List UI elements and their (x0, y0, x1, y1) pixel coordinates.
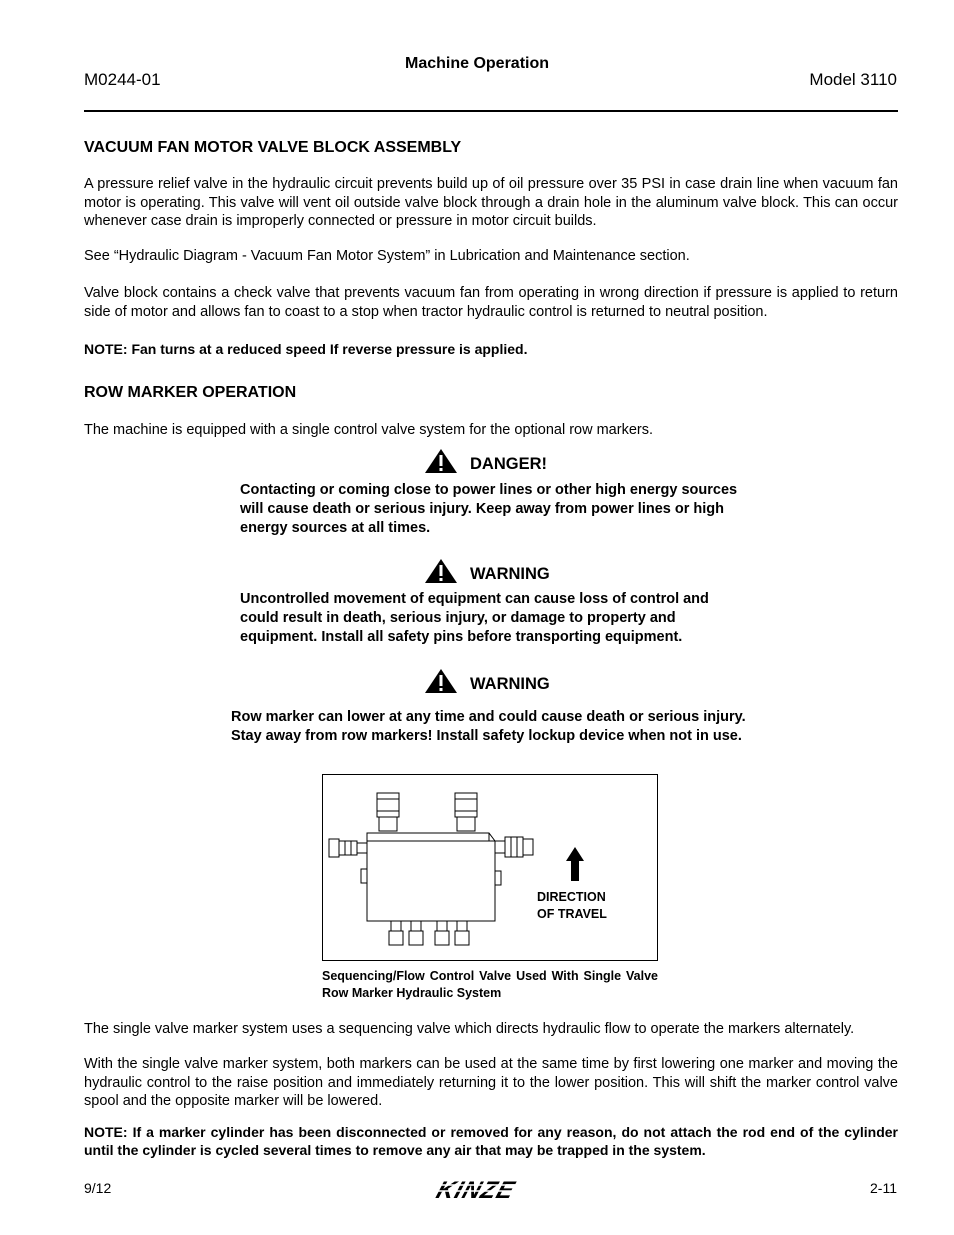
section-title: Machine Operation (404, 55, 550, 72)
vacuum-paragraph-3: Valve block contains a check valve that prevents vacuum fan from operating in wrong direction if pressure is applied to return side of motor and allows fan to coast to a stop when tractor hydraulic control is returned to neutral position. (84, 285, 898, 320)
document-number: M0244-01 (84, 70, 161, 89)
warning-header-1 (424, 558, 550, 584)
direction-label-line-2: OF TRAVEL (537, 907, 607, 921)
vacuum-paragraph-2: See “Hydraulic Diagram - Vacuum Fan Motor System” in Lubrication and Maintenance section. (84, 248, 690, 264)
svg-text:KINZE: KINZE (432, 1177, 519, 1204)
danger-message: Contacting or coming close to power lines or other high energy sources will cause death or serious injury. Keep away from power lines or high energy sources at all times. (240, 482, 738, 536)
vacuum-heading: VACUUM FAN MOTOR VALVE BLOCK ASSEMBLY (84, 139, 462, 156)
closing-paragraph-2: With the single valve marker system, both markers can be used at the same time by first lowering one marker and moving the hydraulic control to the raise position and immediately returning it to the lower position. This will shift the marker control valve spool and the opposite marker will be lowered. (84, 1056, 898, 1109)
warning-signal-word-2: WARNING (470, 674, 550, 693)
vacuum-note: NOTE: Fan turns at a reduced speed If reverse pressure is applied. (84, 341, 528, 357)
warning-message-2: Row marker can lower at any time and could cause death or serious injury. Stay away from row markers! Install safety lockup device when not in use. (231, 709, 746, 744)
closing-note: NOTE: If a marker cylinder has been disconnected or removed for any reason, do not attach the rod end of the cylinder until the cylinder is cycled several times to remove any air that may be trapped in the system. (84, 1124, 898, 1158)
valve-figure (322, 774, 658, 961)
danger-header (424, 448, 547, 474)
direction-label-line-1: DIRECTION (537, 890, 606, 904)
row-marker-paragraph: The machine is equipped with a single control valve system for the optional row markers. (84, 422, 653, 438)
footer-date: 9/12 (84, 1180, 112, 1196)
header-rule (84, 110, 898, 112)
closing-paragraph-1: The single valve marker system uses a sequencing valve which directs hydraulic flow to operate the markers alternately. (84, 1021, 855, 1037)
warning-message-1: Uncontrolled movement of equipment can cause loss of control and could result in death, serious injury, or damage to property and equipment. Install all safety pins before transporting equipment. (240, 591, 709, 645)
warning-triangle-icon (424, 558, 458, 584)
direction-arrow-icon (566, 847, 584, 881)
warning-triangle-icon (424, 448, 458, 474)
valve-block-illustration (323, 775, 657, 960)
danger-signal-word: DANGER! (470, 454, 547, 473)
vacuum-paragraph-1: A pressure relief valve in the hydraulic circuit prevents build up of oil pressure over 35 PSI in case drain line when vacuum fan motor is operating. This valve will vent oil outside valve block through a drain hole in the aluminum valve block. This can occur whenever case drain is improperly connected or pressure in motor circuit builds. (84, 176, 898, 229)
warning-header-2 (424, 668, 550, 694)
warning-signal-word-1: WARNING (470, 564, 550, 583)
figure-caption: Sequencing/Flow Control Valve Used With Single Valve Row Marker Hydraulic System (322, 969, 658, 1000)
row-marker-heading: ROW MARKER OPERATION (84, 384, 297, 401)
model-label: Model 3110 (809, 70, 897, 89)
warning-triangle-icon (424, 668, 458, 694)
kinze-logo (430, 1176, 550, 1209)
page-number: 2-11 (870, 1180, 897, 1196)
